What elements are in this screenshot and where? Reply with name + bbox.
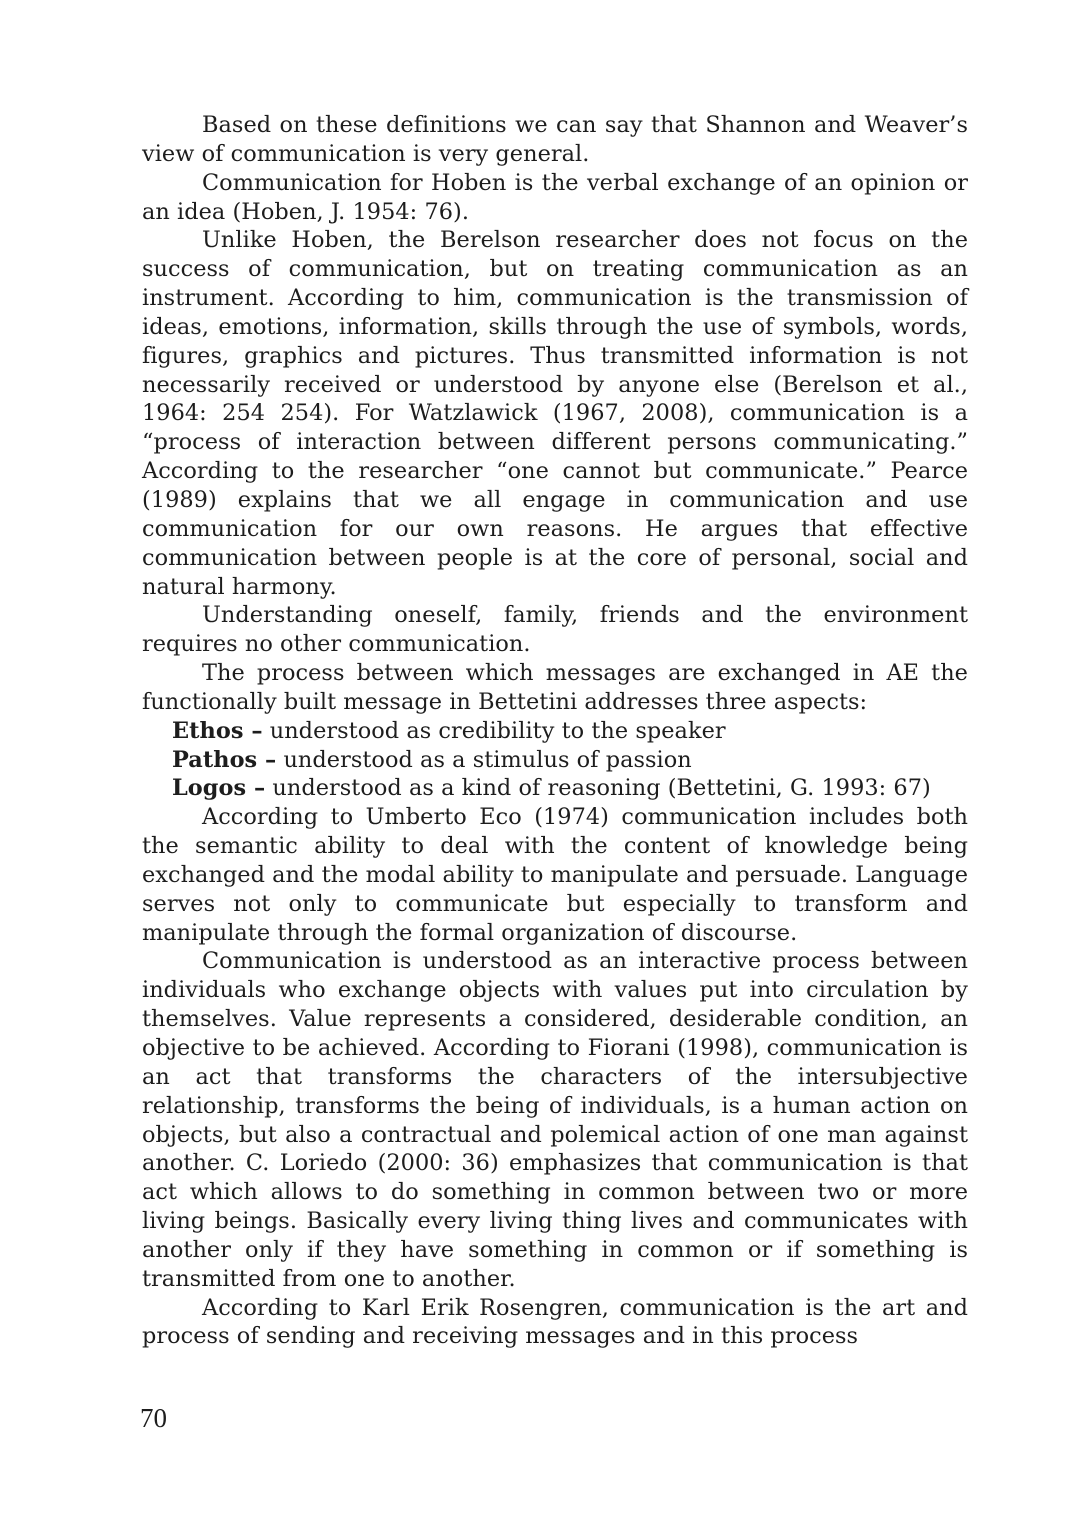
aspect-pathos [142,746,968,775]
aspect-logos [142,774,968,803]
aspect-pathos-term: Pathos – [172,746,277,773]
paragraph-umberto-eco: According to Umberto Eco (1974) communication includes both the semantic ability to deal with the content of knowledge being exchanged and the modal ability to manipulate and persuade. Language serves not only to communicate but especially to transform and manipulate through the formal organization of discourse. [142,804,968,946]
paragraph-hoben: Communication for Hoben is the verbal exchange of an opinion or an idea (Hoben, J. 1954: 76). [142,169,968,225]
aspect-pathos-definition: understood as a stimulus of passion [276,746,692,773]
aspect-ethos [142,717,968,746]
page-number: 70 [140,1403,167,1433]
paragraph-understanding-oneself: Understanding oneself, family, friends and the environment requires no other communication. [142,602,968,658]
paragraph-shannon-weaver: Based on these definitions we can say that Shannon and Weaver’s view of communication is very general. [142,112,968,167]
aspect-ethos-definition: understood as credibility to the speaker [262,717,726,744]
aspect-logos-term: Logos – [172,775,266,802]
paragraph-berelson: Unlike Hoben, the Berelson researcher does not focus on the success of communication, but on treating communication as an instrument. According to him, communication is the transmission of ideas, emotions, information, skills through the use of symbols, words, figures, graphics and pictures. Thus transmitted information is not necessarily received or understood by anyone else (Berelson et al., 1964: 254 254). For Watzlawick (1967, 2008), communication is a “process of interaction between different persons communicating.” According to the researcher “one cannot but communicate.” Pearce (1989) explains that we all engage in communication and use communication for our own reasons. He argues that effective communication between people is at the core of personal, social and natural harmony. [142,227,968,600]
paragraph-rosengren: According to Karl Erik Rosengren, communication is the art and process of sending and receiving messages and in this process [142,1294,968,1350]
paragraph-bettetini-process: The process between which messages are exchanged in AE the functionally built message in Bettetini addresses three aspects: [142,660,968,715]
aspect-logos-definition: understood as a kind of reasoning (Bettetini, G. 1993: 67) [265,775,931,802]
aspect-ethos-term: Ethos – [172,717,263,744]
page-body [142,111,968,1351]
paragraph-interactive-process: Communication is understood as an interactive process between individuals who exchange objects with values put into circulation by themselves. Value represents a considered, desiderable condition, an objective to be achieved. According to Fiorani (1998), communication is an act that transforms the characters of the intersubjective relationship, transforms the being of individuals, is a human action on objects, but also a contractual and polemical action of one man against another. C. Loriedo (2000: 36) emphasizes that communication is that act which allows to do something in common between two or more living beings. Basically every living thing lives and communicates with another only if they have something in common or if something is transmitted from one to another. [142,948,968,1292]
